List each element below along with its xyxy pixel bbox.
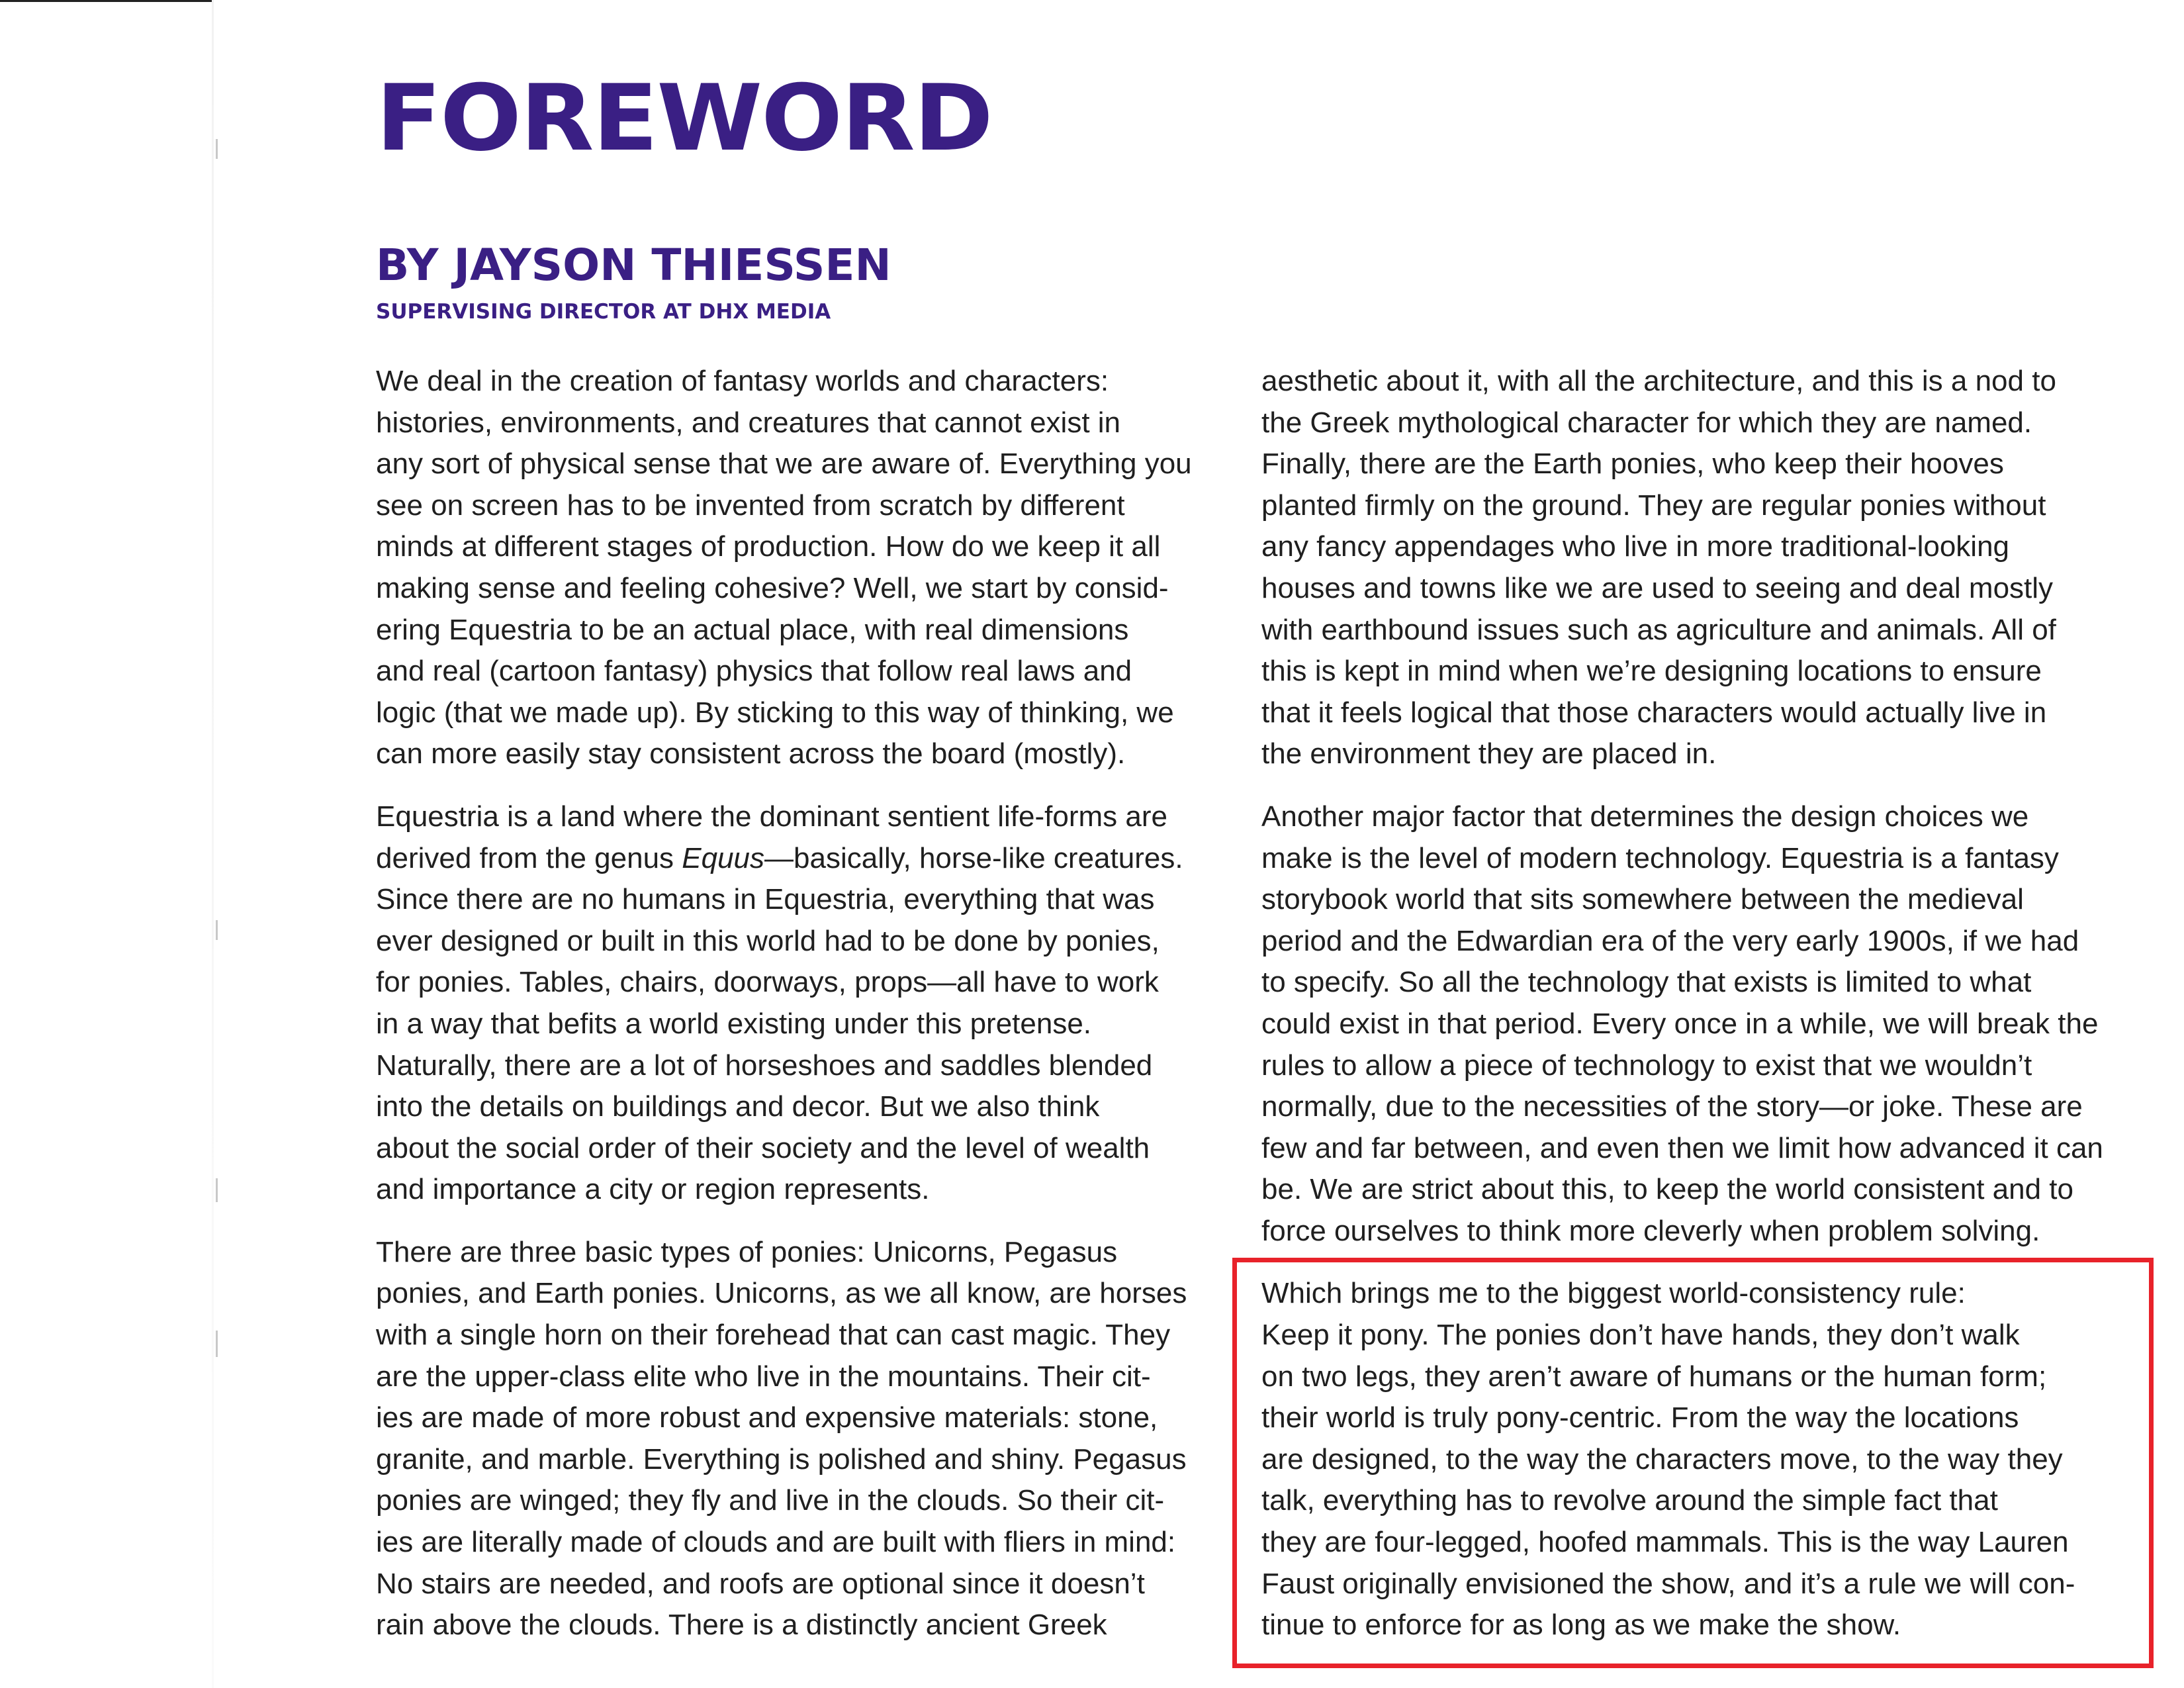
scan-top-edge-line bbox=[0, 0, 212, 2]
text-line: about the social order of their society and the level of wealth bbox=[376, 1131, 1150, 1164]
author-byline: BY JAYSON THIESSEN bbox=[376, 240, 891, 291]
text-line: making sense and feeling cohesive? Well, we start by consid- bbox=[376, 571, 1169, 604]
text-line: talk, everything has to revolve around the simple fact that bbox=[1261, 1484, 1998, 1517]
text-line: ever designed or built in this world had to be done by ponies, bbox=[376, 924, 1160, 957]
text-line: histories, environments, and creatures that cannot exist in bbox=[376, 406, 1121, 439]
text-line: the Greek mythological character for which they are named. bbox=[1261, 406, 2032, 439]
text-line: the environment they are placed in. bbox=[1261, 737, 1717, 771]
text-line: Since there are no humans in Equestria, everything that was bbox=[376, 883, 1155, 916]
text-line: Naturally, there are a lot of horseshoes and saddles blended bbox=[376, 1049, 1153, 1082]
text-line: ponies are winged; they fly and live in the clouds. So their cit- bbox=[376, 1484, 1165, 1517]
left-text-column bbox=[376, 361, 1243, 1667]
text-line: on two legs, they aren’t aware of humans or the human form; bbox=[1261, 1360, 2047, 1393]
text-line: with earthbound issues such as agriculture and animals. All of bbox=[1261, 613, 2056, 646]
text-line: Another major factor that determines the design choices we bbox=[1261, 800, 2029, 833]
text-line: are the upper-class elite who live in the mountains. Their cit- bbox=[376, 1360, 1151, 1393]
text-line: Keep it pony. The ponies don’t have hands, they don’t walk bbox=[1261, 1319, 2020, 1352]
paragraph bbox=[376, 1232, 1243, 1646]
text-line: ponies, and Earth ponies. Unicorns, as we all know, are horses bbox=[376, 1277, 1187, 1310]
text-line: rules to allow a piece of technology to exist that we wouldn’t bbox=[1261, 1049, 2032, 1082]
text-line: rain above the clouds. There is a distinctly ancient Greek bbox=[376, 1609, 1107, 1642]
scan-page-edge bbox=[212, 0, 214, 1688]
text-line: with a single horn on their forehead that can cast magic. They bbox=[376, 1319, 1171, 1352]
paragraph bbox=[1261, 796, 2135, 1252]
text-line: normally, due to the necessities of the story—or joke. These are bbox=[1261, 1090, 2083, 1123]
text-line: Finally, there are the Earth ponies, who keep their hooves bbox=[1261, 447, 2004, 481]
author-role: SUPERVISING DIRECTOR AT DHX MEDIA bbox=[376, 300, 831, 324]
text-line: in a way that befits a world existing under this pretense. bbox=[376, 1007, 1092, 1040]
text-line: granite, and marble. Everything is polished and shiny. Pegasus bbox=[376, 1442, 1187, 1476]
text-line: period and the Edwardian era of the very early 1900s, if we had bbox=[1261, 924, 2079, 957]
text-line: that it feels logical that those characters would actually live in bbox=[1261, 696, 2047, 729]
scan-edge-mark bbox=[216, 1178, 218, 1202]
paragraph bbox=[1261, 361, 2135, 775]
text-line: force ourselves to think more cleverly when problem solving. bbox=[1261, 1214, 2040, 1247]
scan-edge-mark bbox=[216, 920, 218, 940]
text-line: make is the level of modern technology. Equestria is a fantasy bbox=[1261, 841, 2059, 874]
text-line: tinue to enforce for as long as we make the show. bbox=[1261, 1609, 1901, 1642]
text-line: storybook world that sits somewhere between the medieval bbox=[1261, 883, 2024, 916]
text-line: derived from the genus Equus—basically, horse-like creatures. bbox=[376, 841, 1183, 874]
text-line: could exist in that period. Every once in a while, we will break the bbox=[1261, 1007, 2099, 1040]
text-line: ies are literally made of clouds and are built with fliers in mind: bbox=[376, 1526, 1176, 1559]
text-line: There are three basic types of ponies: Unicorns, Pegasus bbox=[376, 1235, 1118, 1268]
scan-edge-mark bbox=[216, 139, 218, 159]
text-line: aesthetic about it, with all the architecture, and this is a nod to bbox=[1261, 365, 2056, 397]
text-line: their world is truly pony-centric. From the way the locations bbox=[1261, 1401, 2019, 1434]
text-line: houses and towns like we are used to seeing and deal mostly bbox=[1261, 571, 2054, 604]
text-line: logic (that we made up). By sticking to this way of thinking, we bbox=[376, 696, 1174, 729]
text-line: be. We are strict about this, to keep the world consistent and to bbox=[1261, 1173, 2073, 1206]
text-line: and importance a city or region represents. bbox=[376, 1173, 930, 1206]
text-line: planted firmly on the ground. They are regular ponies without bbox=[1261, 489, 2046, 522]
page-title: FOREWORD bbox=[376, 65, 992, 171]
text-line: Equestria is a land where the dominant sentient life-forms are bbox=[376, 800, 1167, 833]
text-line: Faust originally envisioned the show, and it’s a rule we will con- bbox=[1261, 1567, 2075, 1600]
text-line: ering Equestria to be an actual place, with real dimensions bbox=[376, 613, 1129, 646]
text-line: into the details on buildings and decor. But we also think bbox=[376, 1090, 1100, 1123]
text-line: this is kept in mind when we’re designing locations to ensure bbox=[1261, 655, 2042, 688]
paragraph bbox=[376, 796, 1243, 1211]
text-line: they are four-legged, hoofed mammals. This is the way Lauren bbox=[1261, 1526, 2069, 1559]
text-line: No stairs are needed, and roofs are optional since it doesn’t bbox=[376, 1567, 1145, 1600]
text-line: see on screen has to be invented from scratch by different bbox=[376, 489, 1125, 522]
text-line: are designed, to the way the characters move, to the way they bbox=[1261, 1442, 2063, 1476]
text-line: We deal in the creation of fantasy worlds and characters: bbox=[376, 365, 1109, 397]
text-line: Which brings me to the biggest world-consistency rule: bbox=[1261, 1277, 1966, 1310]
text-line: to specify. So all the technology that exists is limited to what bbox=[1261, 966, 2032, 999]
text-line: for ponies. Tables, chairs, doorways, props—all have to work bbox=[376, 966, 1159, 999]
paragraph bbox=[376, 361, 1243, 775]
text-line: minds at different stages of production. How do we keep it all bbox=[376, 530, 1161, 563]
highlight-box bbox=[1232, 1258, 2154, 1668]
scan-edge-mark bbox=[216, 1331, 218, 1357]
text-line: any fancy appendages who live in more traditional-looking bbox=[1261, 530, 2010, 563]
text-line: ies are made of more robust and expensive materials: stone, bbox=[376, 1401, 1158, 1434]
text-line: few and far between, and even then we limit how advanced it can bbox=[1261, 1131, 2103, 1164]
text-line: any sort of physical sense that we are aware of. Everything you bbox=[376, 447, 1192, 481]
text-line: can more easily stay consistent across the board (mostly). bbox=[376, 737, 1126, 771]
text-line: and real (cartoon fantasy) physics that follow real laws and bbox=[376, 655, 1132, 688]
